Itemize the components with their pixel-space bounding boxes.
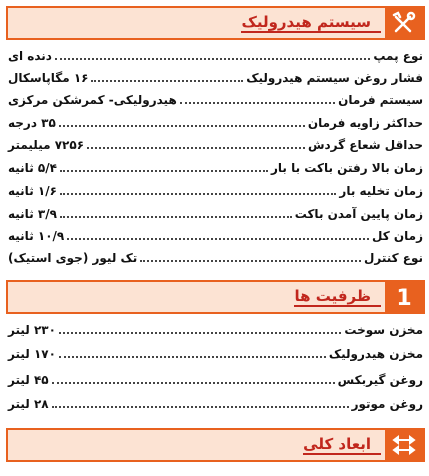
hydraulic-row: [8, 248, 423, 268]
hydraulic-row: [8, 135, 423, 155]
spec-label: زمان تخلیه بار: [339, 184, 423, 198]
dot-leader: [180, 92, 335, 104]
dot-leader: [59, 322, 341, 334]
hydraulic-row: [8, 113, 423, 133]
hydraulic-section-title: سیستم هیدرولیک: [241, 13, 381, 33]
dimensions-section-header: [6, 428, 425, 462]
capacity-section-header: [6, 280, 425, 314]
spec-value: ۲۸ لیتر: [8, 397, 49, 411]
number-one-icon: [385, 282, 423, 312]
capacity-row: [8, 344, 423, 364]
spec-label: زمان پایین آمدن باکت: [294, 207, 423, 221]
spec-value: هیدرولیکی- کمرشکن مرکزی: [8, 93, 177, 107]
spec-label: روغن موتور: [351, 397, 423, 411]
capacity-row: [8, 394, 423, 414]
spec-label: مخزن هیدرولیک: [328, 347, 423, 361]
hydraulic-row: [8, 204, 423, 224]
spec-value: ۳۵ درجه: [8, 116, 56, 130]
spec-value: ۱۷۰ لیتر: [8, 347, 56, 361]
dot-leader: [59, 346, 326, 358]
hydraulic-row: [8, 226, 423, 246]
spec-value: ۲۳۰ لیتر: [8, 323, 56, 337]
dot-leader: [55, 48, 370, 60]
capacity-row: [8, 370, 423, 390]
dot-leader: [60, 206, 292, 218]
spec-label: نوع کنترل: [363, 251, 423, 265]
spec-label: مخزن سوخت: [344, 323, 423, 337]
hydraulic-row: [8, 158, 423, 178]
dot-leader: [52, 372, 335, 384]
dimension-arrows-icon: [385, 430, 423, 460]
spec-value: ۱۰/۹ ثانیه: [8, 229, 65, 243]
dot-leader: [87, 137, 305, 149]
spec-label: حداقل شعاع گردش: [307, 138, 423, 152]
hydraulic-row: [8, 46, 423, 66]
hydraulic-section-header: [6, 6, 425, 40]
dot-leader: [67, 228, 369, 240]
spec-label: زمان کل: [372, 229, 423, 243]
spec-value: دنده ای: [8, 49, 52, 63]
spec-label: زمان بالا رفتن باکت با بار: [270, 161, 423, 175]
hydraulic-tools-icon: [385, 8, 423, 38]
spec-value: ۱۶ مگاپاسکال: [8, 71, 89, 85]
dot-leader: [60, 160, 268, 172]
spec-value: ۵/۴ ثانیه: [8, 161, 57, 175]
spec-label: فشار روغن سیستم هیدرولیک: [246, 71, 423, 85]
dot-leader: [140, 250, 361, 262]
hydraulic-row: [8, 68, 423, 88]
dot-leader: [59, 115, 305, 127]
spec-label: حداکثر زاویه فرمان: [307, 116, 423, 130]
dot-leader: [91, 70, 243, 82]
spec-label: سیستم فرمان: [338, 93, 423, 107]
dimensions-section-title: ابعاد کلی: [303, 435, 381, 455]
spec-value: ۳/۹ ثانیه: [8, 207, 57, 221]
spec-value: ۷۲۵۶ میلیمتر: [8, 138, 85, 152]
spec-value: تک لیور (جوی استیک): [8, 251, 138, 265]
spec-label: نوع پمپ: [373, 49, 423, 63]
svg-text:1: 1: [396, 286, 412, 311]
hydraulic-row: [8, 90, 423, 110]
capacity-section-title: ظرفیت ها: [294, 287, 381, 307]
hydraulic-row: [8, 181, 423, 201]
spec-label: روغن گیربکس: [337, 373, 423, 387]
dot-leader: [60, 183, 337, 195]
dot-leader: [52, 396, 349, 408]
spec-value: ۴۵ لیتر: [8, 373, 49, 387]
spec-value: ۱/۶ ثانیه: [8, 184, 57, 198]
capacity-row: [8, 320, 423, 340]
